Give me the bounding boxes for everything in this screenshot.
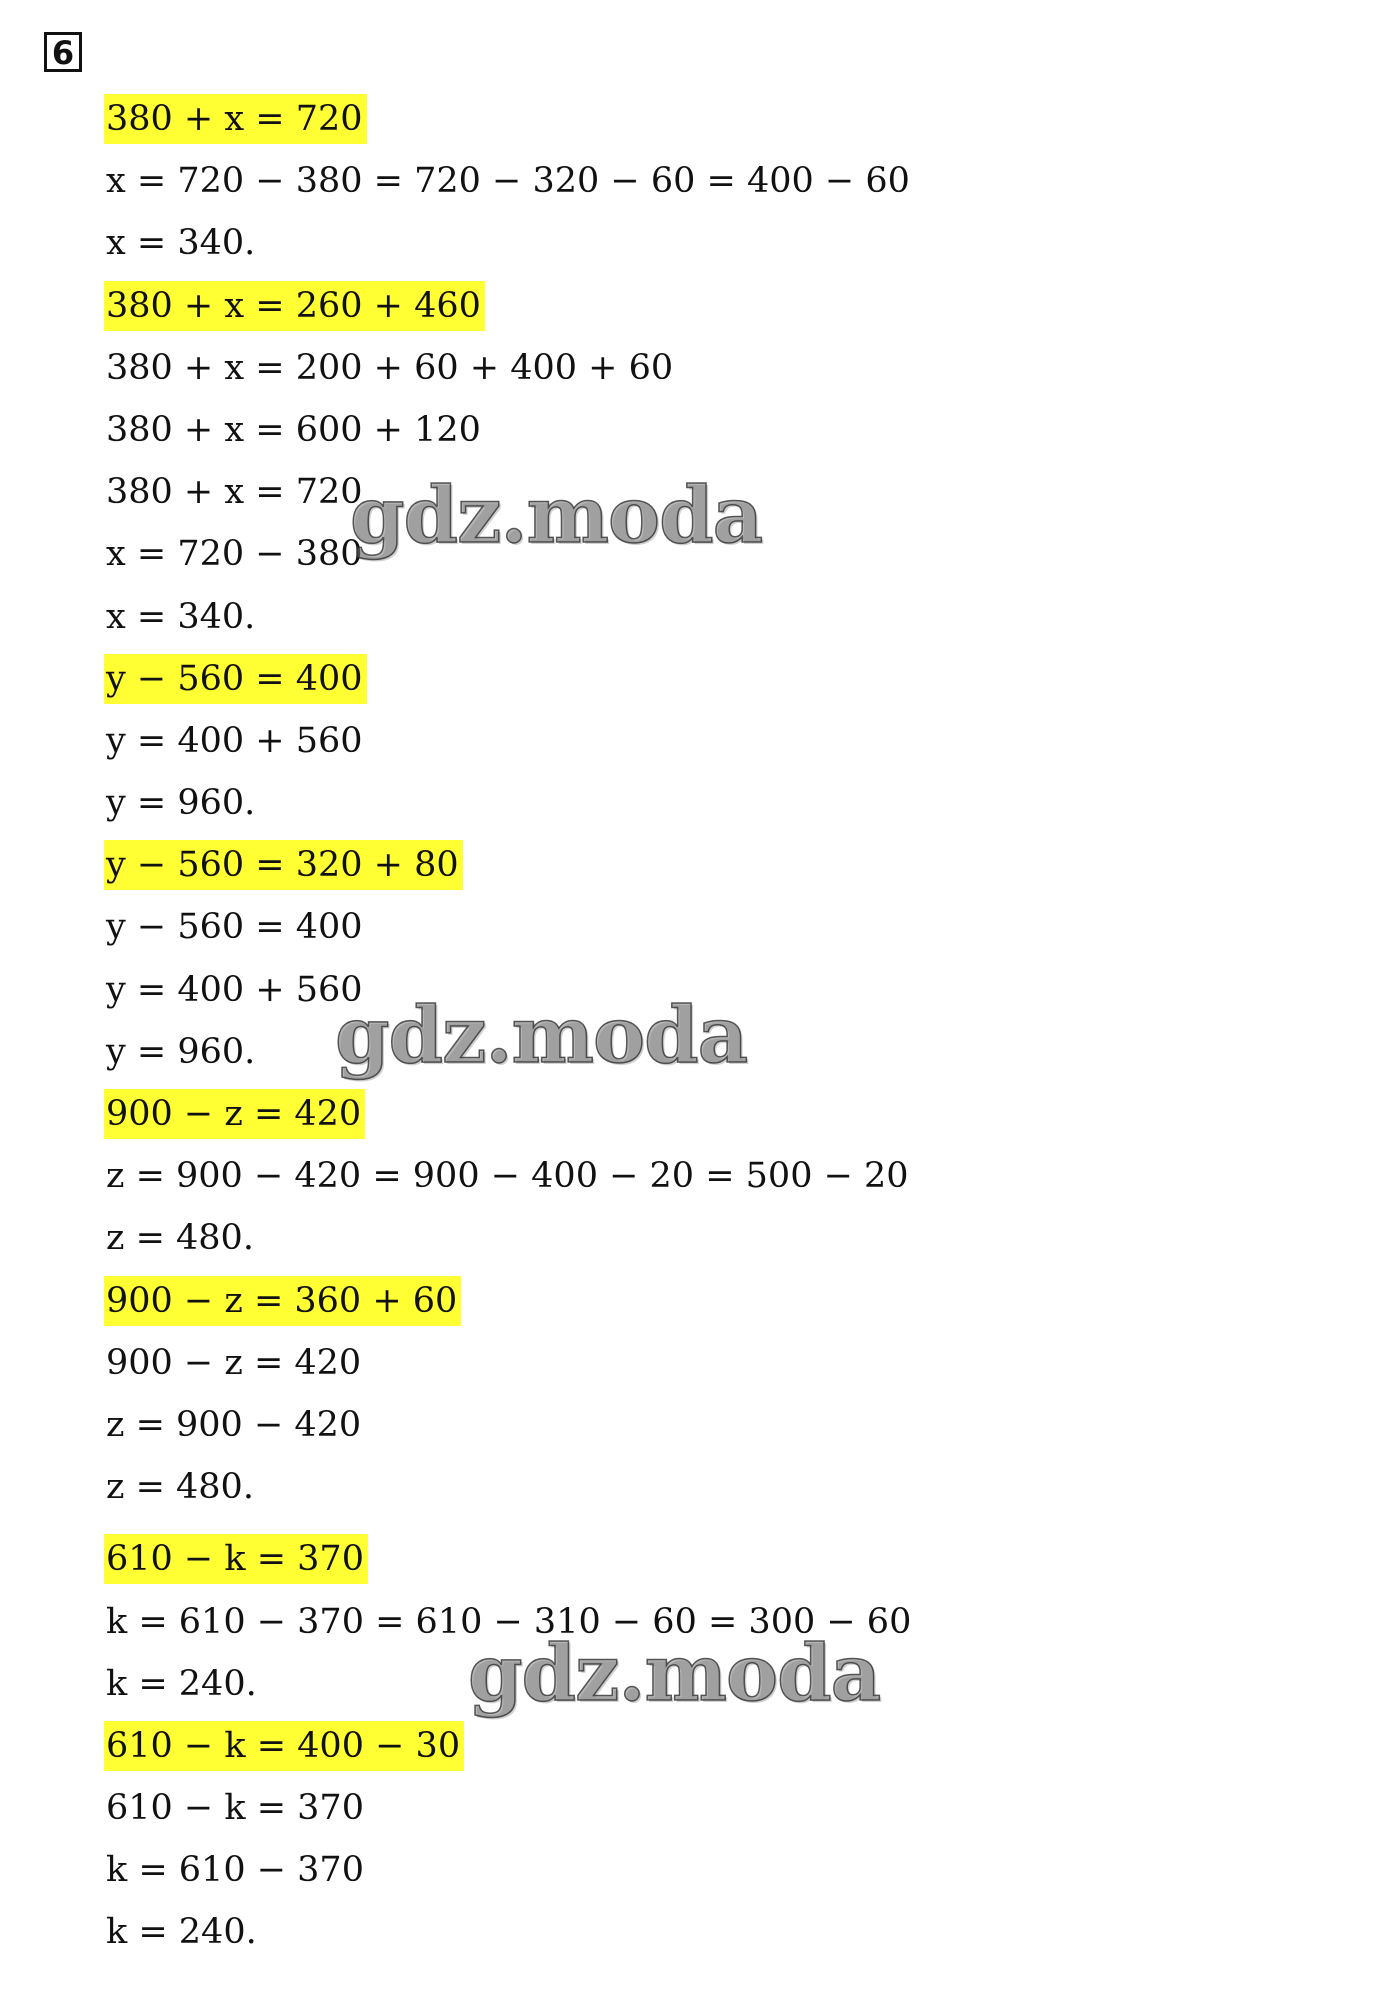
equation-step-line bbox=[104, 150, 915, 212]
equation-text: k = 610 − 370 bbox=[106, 1850, 364, 1891]
equation-text: 610 − k = 370 bbox=[106, 1788, 364, 1829]
equation-step-line bbox=[104, 337, 915, 399]
equation-step-line bbox=[104, 461, 915, 523]
equation-step-line bbox=[104, 1839, 915, 1901]
equation-step-line bbox=[104, 1777, 915, 1839]
watermark: gdz.moda bbox=[335, 990, 748, 1081]
equation-text: 380 + x = 720 bbox=[106, 472, 363, 513]
equation-text: 380 + x = 200 + 60 + 400 + 60 bbox=[106, 347, 674, 388]
equation-task-line bbox=[104, 1083, 915, 1145]
equation-text: y = 400 + 560 bbox=[106, 720, 363, 761]
equation-text: 610 − k = 400 − 30 bbox=[104, 1721, 464, 1771]
equation-text: y − 560 = 400 bbox=[106, 907, 363, 948]
equation-step-line bbox=[104, 1332, 915, 1394]
equation-step-line bbox=[104, 1653, 915, 1715]
equation-text: x = 340. bbox=[106, 223, 256, 264]
equation-step-line bbox=[104, 1394, 915, 1456]
equation-text: x = 340. bbox=[106, 596, 256, 637]
equation-text: x = 720 − 380 bbox=[106, 534, 363, 575]
task-number-badge: 6 bbox=[44, 32, 82, 72]
equation-step-line bbox=[104, 1021, 915, 1083]
equation-task-line bbox=[104, 648, 915, 710]
equation-step-line bbox=[104, 896, 915, 958]
equation-text: z = 900 − 420 = 900 − 400 − 20 = 500 − 20 bbox=[106, 1156, 909, 1197]
equation-step-line bbox=[104, 523, 915, 585]
equation-task-line bbox=[104, 834, 915, 896]
equation-text: y = 400 + 560 bbox=[106, 969, 363, 1010]
equation-step-line bbox=[104, 710, 915, 772]
equation-text: 900 − z = 360 + 60 bbox=[104, 1276, 461, 1326]
equation-text: z = 480. bbox=[106, 1218, 254, 1259]
equation-text: 380 + x = 260 + 460 bbox=[104, 281, 485, 331]
equation-task-line bbox=[104, 1715, 915, 1777]
equation-text: z = 900 − 420 bbox=[106, 1404, 362, 1445]
equation-text: k = 610 − 370 = 610 − 310 − 60 = 300 − 60 bbox=[106, 1601, 912, 1642]
equation-text: 610 − k = 370 bbox=[104, 1534, 368, 1584]
equation-step-line bbox=[104, 959, 915, 1021]
equation-step-line bbox=[104, 586, 915, 648]
equation-text: y − 560 = 400 bbox=[104, 654, 367, 704]
equation-task-line bbox=[104, 1270, 915, 1332]
equation-step-line bbox=[104, 1901, 915, 1963]
equation-text: k = 240. bbox=[106, 1912, 257, 1953]
equation-task-line bbox=[104, 1528, 915, 1590]
equation-text: z = 480. bbox=[106, 1467, 254, 1508]
equation-text: x = 720 − 380 = 720 − 320 − 60 = 400 − 60 bbox=[106, 161, 910, 202]
equation-text: y = 960. bbox=[106, 1031, 256, 1072]
equation-text: 900 − z = 420 bbox=[104, 1089, 365, 1139]
equation-text: y − 560 = 320 + 80 bbox=[104, 840, 463, 890]
equation-task-line bbox=[104, 88, 915, 150]
equation-task-line bbox=[104, 275, 915, 337]
watermark: gdz.moda bbox=[468, 1628, 881, 1719]
equation-text: 380 + x = 600 + 120 bbox=[106, 409, 481, 450]
equation-step-line bbox=[104, 1591, 915, 1653]
equation-step-line bbox=[104, 772, 915, 834]
equation-text: 380 + x = 720 bbox=[104, 94, 367, 144]
watermark: gdz.moda bbox=[350, 470, 763, 561]
equation-text: 900 − z = 420 bbox=[106, 1342, 362, 1383]
equation-step-line bbox=[104, 1456, 915, 1518]
equation-step-line bbox=[104, 399, 915, 461]
equation-step-line bbox=[104, 212, 915, 274]
solution-lines bbox=[104, 88, 915, 1964]
equation-step-line bbox=[104, 1145, 915, 1207]
equation-text: y = 960. bbox=[106, 783, 256, 824]
equation-step-line bbox=[104, 1207, 915, 1269]
equation-text: k = 240. bbox=[106, 1663, 257, 1704]
